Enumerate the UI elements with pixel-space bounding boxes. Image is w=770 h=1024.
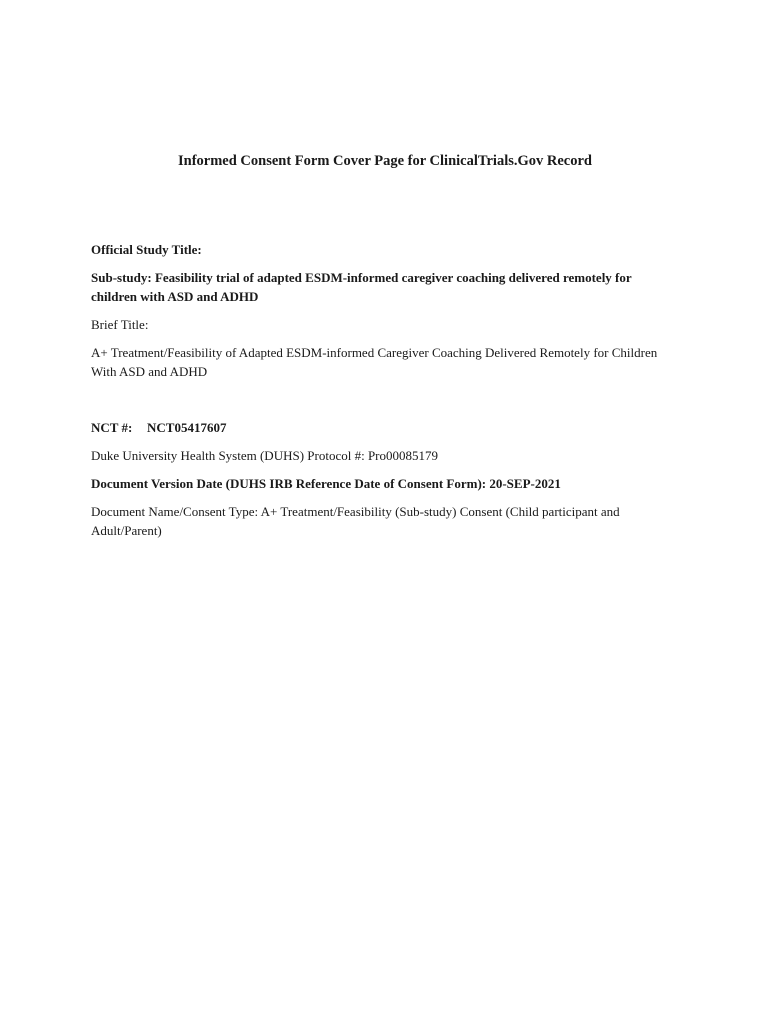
document-body — [91, 240, 676, 549]
protocol-line: Duke University Health System (DUHS) Protocol #: Pro00085179 — [91, 448, 439, 463]
official-study-title: Sub-study: Feasibility trial of adapted ESDM-informed caregiver coaching delivered remotely for children with ASD and ADHD — [91, 270, 632, 304]
document-name-line: Document Name/Consent Type: A+ Treatment/Feasibility (Sub-study) Consent (Child participant and Adult/Parent) — [91, 504, 620, 538]
nct-label: NCT #: — [91, 420, 133, 435]
nct-number: NCT05417607 — [147, 420, 227, 435]
official-study-title-label: Official Study Title: — [91, 242, 202, 257]
section-spacer — [91, 390, 676, 418]
document-title: Informed Consent Form Cover Page for ClinicalTrials.Gov Record — [178, 153, 592, 169]
brief-title-label: Brief Title: — [91, 317, 149, 332]
brief-title: A+ Treatment/Feasibility of Adapted ESDM-informed Caregiver Coaching Delivered Remotely for Children With ASD and ADHD — [91, 345, 658, 379]
nct-line — [91, 418, 676, 437]
version-date-line: Document Version Date (DUHS IRB Reference Date of Consent Form): 20-SEP-2021 — [91, 476, 561, 491]
